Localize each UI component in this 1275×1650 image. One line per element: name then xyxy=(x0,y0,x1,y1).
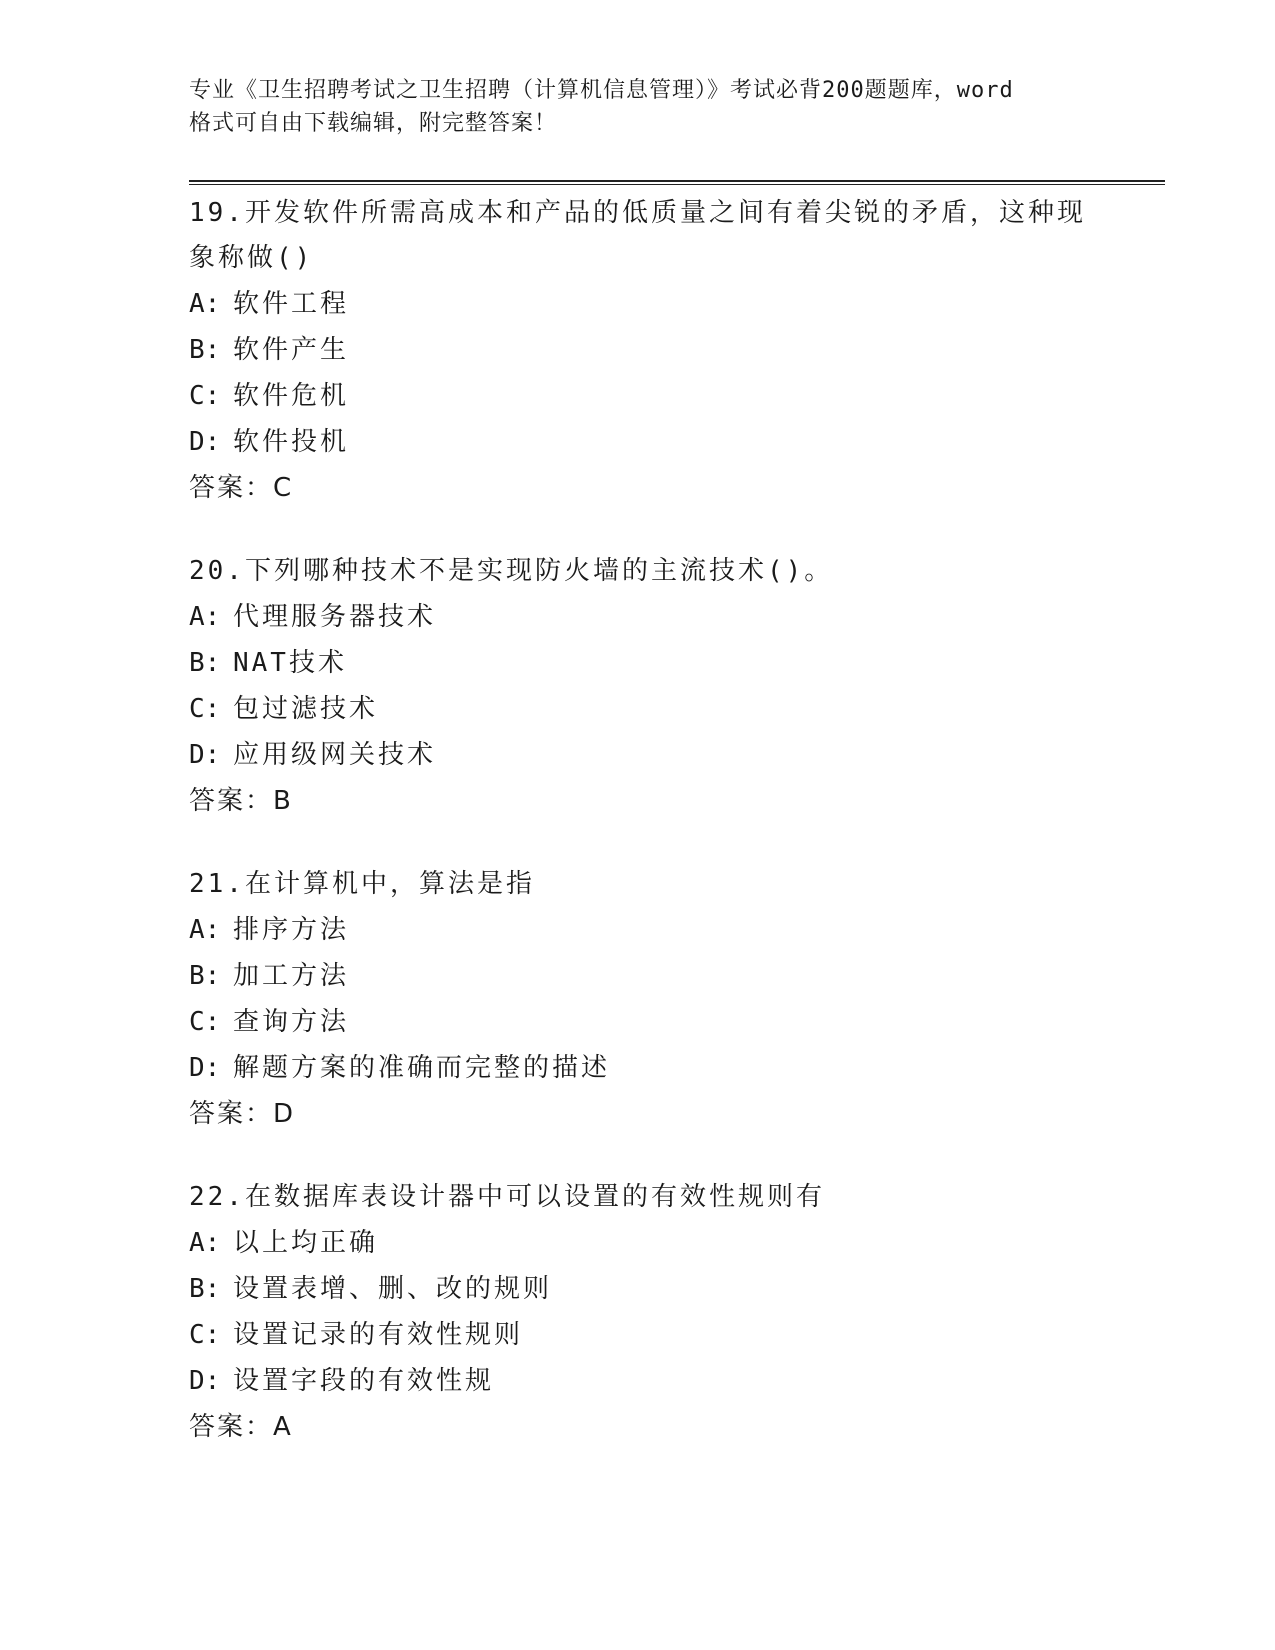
option-text: 包过滤技术 xyxy=(233,694,379,724)
option-letter: C: xyxy=(189,1320,221,1350)
option-text: 排序方法 xyxy=(233,915,350,945)
document-title: 专业《卫生招聘考试之卫生招聘（计算机信息管理）》考试必背200题题库，word 格式可自由下载编辑，附完整答案！ xyxy=(189,78,1014,136)
option-b xyxy=(189,640,1149,686)
option-c xyxy=(189,1312,1149,1358)
option-b xyxy=(189,1266,1149,1312)
option-d xyxy=(189,419,1149,465)
option-letter: B: xyxy=(189,335,221,365)
option-a xyxy=(189,281,1149,327)
option-c xyxy=(189,686,1149,732)
answer-label: 答案：C xyxy=(189,473,294,503)
question-text: 22.在数据库表设计器中可以设置的有效性规则有 xyxy=(189,1182,825,1212)
option-text: 应用级网关技术 xyxy=(233,740,437,770)
option-text: 解题方案的准确而完整的描述 xyxy=(233,1053,611,1083)
option-text: 代理服务器技术 xyxy=(233,602,437,632)
option-b xyxy=(189,953,1149,999)
option-a xyxy=(189,907,1149,953)
option-letter: A: xyxy=(189,602,221,632)
option-letter: C: xyxy=(189,1007,221,1037)
question-text: 21.在计算机中，算法是指 xyxy=(189,869,535,899)
option-text: 软件工程 xyxy=(233,289,350,319)
answer-label: 答案：A xyxy=(189,1412,293,1442)
answer-label: 答案：D xyxy=(189,1099,296,1129)
option-letter: A: xyxy=(189,289,221,319)
option-a xyxy=(189,594,1149,640)
option-text: 软件产生 xyxy=(233,335,350,365)
question-list xyxy=(189,191,1149,1488)
option-letter: D: xyxy=(189,427,221,457)
option-letter: B: xyxy=(189,1274,221,1304)
option-letter: C: xyxy=(189,694,221,724)
option-a xyxy=(189,1220,1149,1266)
option-text: 设置字段的有效性规 xyxy=(233,1366,495,1396)
question-19 xyxy=(189,191,1149,511)
option-letter: A: xyxy=(189,915,221,945)
option-text: 以上均正确 xyxy=(233,1228,379,1258)
question-text: 19.开发软件所需高成本和产品的低质量之间有着尖锐的矛盾，这种现 象称做() xyxy=(189,198,1086,273)
option-c xyxy=(189,373,1149,419)
option-letter: B: xyxy=(189,961,221,991)
option-text: 软件危机 xyxy=(233,381,350,411)
option-text: 加工方法 xyxy=(233,961,350,991)
option-d xyxy=(189,732,1149,778)
option-d xyxy=(189,1045,1149,1091)
header-divider xyxy=(189,180,1165,185)
answer-label: 答案：B xyxy=(189,786,293,816)
option-letter: D: xyxy=(189,1366,221,1396)
option-letter: D: xyxy=(189,740,221,770)
option-letter: C: xyxy=(189,381,221,411)
option-text: 设置记录的有效性规则 xyxy=(233,1320,524,1350)
document-page xyxy=(189,0,1169,1650)
option-text: 查询方法 xyxy=(233,1007,350,1037)
question-22 xyxy=(189,1175,1149,1450)
option-letter: A: xyxy=(189,1228,221,1258)
option-text: 软件投机 xyxy=(233,427,350,457)
option-b xyxy=(189,327,1149,373)
question-20 xyxy=(189,549,1149,824)
option-text: NAT技术 xyxy=(233,648,347,678)
question-21 xyxy=(189,862,1149,1137)
option-letter: D: xyxy=(189,1053,221,1083)
option-letter: B: xyxy=(189,648,221,678)
question-text: 20.下列哪种技术不是实现防火墙的主流技术()。 xyxy=(189,556,834,586)
option-c xyxy=(189,999,1149,1045)
option-d xyxy=(189,1358,1149,1404)
option-text: 设置表增、删、改的规则 xyxy=(233,1274,553,1304)
